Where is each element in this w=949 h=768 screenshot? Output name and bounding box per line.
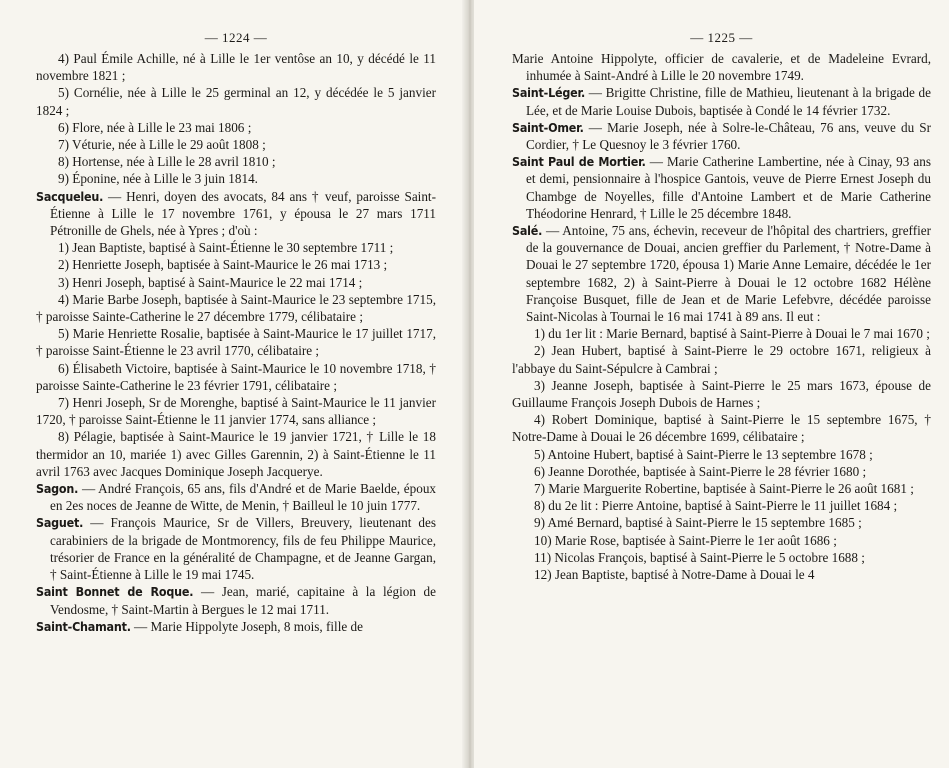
child-item: 7) Marie Marguerite Robertine, baptisée à Saint-Pierre le 26 août 1681 ; [534,481,914,497]
child-item: 3) Henri Joseph, baptisé à Saint-Maurice le 22 mai 1714 ; [58,274,363,290]
left-page [0,0,466,768]
genealogy-entry [512,222,931,325]
entry-text: — Marie Catherine Lambertine, née à Cinay, 93 ans et demi, pensionnaire à l'hospice Gantois, veuve de Pierre Ernest Joseph du Chambge de Noyelles, fille d'Antoine Lambert et de Marie Catherine Théodorine Henrard, † Lille le 25 décembre 1848. [526,154,931,221]
surname-heading: Sacqueleu. [36,188,104,204]
entry-text: — Marie Hippolyte Joseph, 8 mois, fille de [134,618,363,634]
child-item: 6) Élisabeth Victoire, baptisée à Saint-Maurice le 10 novembre 1718, † paroisse Sainte-Catherine le 23 février 1791, célibataire ; [36,360,436,393]
genealogy-entry [512,153,931,222]
genealogy-entry [36,514,436,583]
entry-text: — Marie Joseph, née à Solre-le-Château, 76 ans, veuve du Sr Cordier, † Le Quesnoy le 3 février 1760. [526,119,931,153]
child-item: 7) Véturie, née à Lille le 29 août 1808 ; [58,137,266,153]
genealogy-entry [512,84,931,118]
entry-text: — André François, 65 ans, fils d'André et de Marie Baelde, époux en 2es noces de Jeanne de Witte, de Menin, † Bailleul le 10 juin 1777. [50,481,437,514]
child-item: 8) du 2e lit : Pierre Antoine, baptisé à Saint-Pierre le 11 juillet 1684 ; [534,498,898,514]
child-item: 5) Marie Henriette Rosalie, baptisée à Saint-Maurice le 17 juillet 1717, † paroisse Saint-Étienne le 23 avril 1770, célibataire ; [36,326,436,359]
child-item: 7) Henri Joseph, Sr de Morenghe, baptisé à Saint-Maurice le 11 janvier 1720, † paroisse Saint-Étienne le 11 janvier 1774, sans alliance ; [36,395,436,428]
left-page-number: — 1224 — [204,30,268,45]
child-item: 5) Cornélie, née à Lille le 25 germinal an 12, y décédée le 5 janvier 1824 ; [36,85,436,118]
child-item: 12) Jean Baptiste, baptisé à Notre-Dame à Douai le 4 [534,567,815,583]
surname-heading: Saint Paul de Mortier. [512,154,646,170]
entry-text: — Antoine, 75 ans, échevin, receveur de l'hôpital des chartriers, greffier de la gouvernance de Douai, ancien greffier du Parlement, † Notre-Dame à Douai le 27 septembre 1720, épousa 1) Marie Anne Lemaire, décédée le 1er septembre 1682, 2) à Saint-Pierre à Douai le 12 octobre 1682 Hélène Françoise Busquet, fille de Jean et de Marie Lefebvre, décédée paroisse Saint-Nicolas à Tournai le 16 mai 1741 à 89 ans. Il eut : [526,223,931,325]
child-item: 1) Jean Baptiste, baptisé à Saint-Étienne le 30 septembre 1711 ; [58,240,394,256]
surname-heading: Salé. [512,223,543,239]
genealogy-entry [36,583,436,617]
right-page [474,0,949,768]
child-item: 9) Éponine, née à Lille le 3 juin 1814. [58,171,258,187]
entry-text: — Brigitte Christine, fille de Mathieu, lieutenant à la brigade de Lée, et de Marie Louise Dubois, baptisée à Condé le 14 février 1732. [526,85,931,118]
child-item: 9) Amé Bernard, baptisé à Saint-Pierre le 15 septembre 1685 ; [534,515,862,531]
genealogy-entry [36,188,436,240]
entry-text: — François Maurice, Sr de Villers, Breuvery, lieutenant des carabiniers de la brigade de Montmorency, fils de feu Philippe Maurice, trésorier de France en la généralité de Champagne, et de Jeanne Gargan, † Saint-Étienne à Lille le 19 mai 1745. [50,515,436,583]
genealogy-entry [36,618,436,635]
surname-heading: Sagon. [36,481,79,497]
child-item: 1) du 1er lit : Marie Bernard, baptisé à Saint-Pierre à Douai le 7 mai 1670 ; [534,326,930,342]
child-item: 11) Nicolas François, baptisé à Saint-Pierre le 5 octobre 1688 ; [534,549,865,565]
left-page-text [36,50,436,635]
entry-text: — Henri, doyen des avocats, 84 ans † veuf, paroisse Saint-Étienne à Lille le 17 novembre 1761, y épousa le 27 mars 1711 Pétronille de Ghels, née à Ypres ; d'où : [50,188,436,239]
child-item: 6) Flore, née à Lille le 23 mai 1806 ; [58,119,252,135]
right-page-text [512,50,931,583]
child-item: 4) Robert Dominique, baptisé à Saint-Pierre le 15 septembre 1675, † Notre-Dame à Douai le 26 décembre 1699, célibataire ; [512,412,931,445]
child-item: 5) Antoine Hubert, baptisé à Saint-Pierre le 13 septembre 1678 ; [534,446,873,462]
child-item: 8) Pélagie, baptisée à Saint-Maurice le 19 janvier 1721, † Lille le 18 thermidor an 10, mariée 1) avec Gilles Garennin, 2) à Saint-Étienne le 11 avril 1763 avec Jacques Dominique Joseph Jacquerye. [36,429,436,479]
continued-entry: Marie Antoine Hippolyte, officier de cavalerie, et de Madeleine Evrard, inhumée à Saint-André à Lille le 20 novembre 1749. [512,51,931,84]
child-item: 2) Jean Hubert, baptisé à Saint-Pierre le 29 octobre 1671, religieux à l'abbaye du Saint-Sépulcre à Cambrai ; [512,343,931,376]
child-item: 8) Hortense, née à Lille le 28 avril 1810 ; [58,154,276,170]
surname-heading: Saint Bonnet de Roque. [36,584,194,600]
child-item: 2) Henriette Joseph, baptisée à Saint-Maurice le 26 mai 1713 ; [58,257,388,273]
genealogy-entry [36,480,436,514]
surname-heading: Saint-Omer. [512,119,584,135]
genealogy-entry [512,119,931,153]
child-item: 6) Jeanne Dorothée, baptisée à Saint-Pierre le 28 février 1680 ; [534,463,867,479]
child-item: 10) Marie Rose, baptisée à Saint-Pierre le 1er août 1686 ; [534,532,837,548]
surname-heading: Saint-Chamant. [36,618,131,634]
right-page-number: — 1225 — [690,30,753,45]
child-item: 4) Marie Barbe Joseph, baptisée à Saint-Maurice le 23 septembre 1715, † paroisse Sainte-Catherine le 27 décembre 1779, célibataire ; [36,291,436,325]
child-item: 3) Jeanne Joseph, baptisée à Saint-Pierre le 25 mars 1673, épouse de Guillaume François Joseph Dubois de Harnes ; [512,377,931,411]
entry-text: — Jean, marié, capitaine à la légion de Vendosme, † Saint-Martin à Bergues le 12 mai 1711. [50,584,437,617]
surname-heading: Saint-Léger. [512,85,586,101]
surname-heading: Saguet. [36,515,84,531]
child-item: 4) Paul Émile Achille, né à Lille le 1er ventôse an 10, y décédé le 11 novembre 1821 ; [36,51,436,84]
